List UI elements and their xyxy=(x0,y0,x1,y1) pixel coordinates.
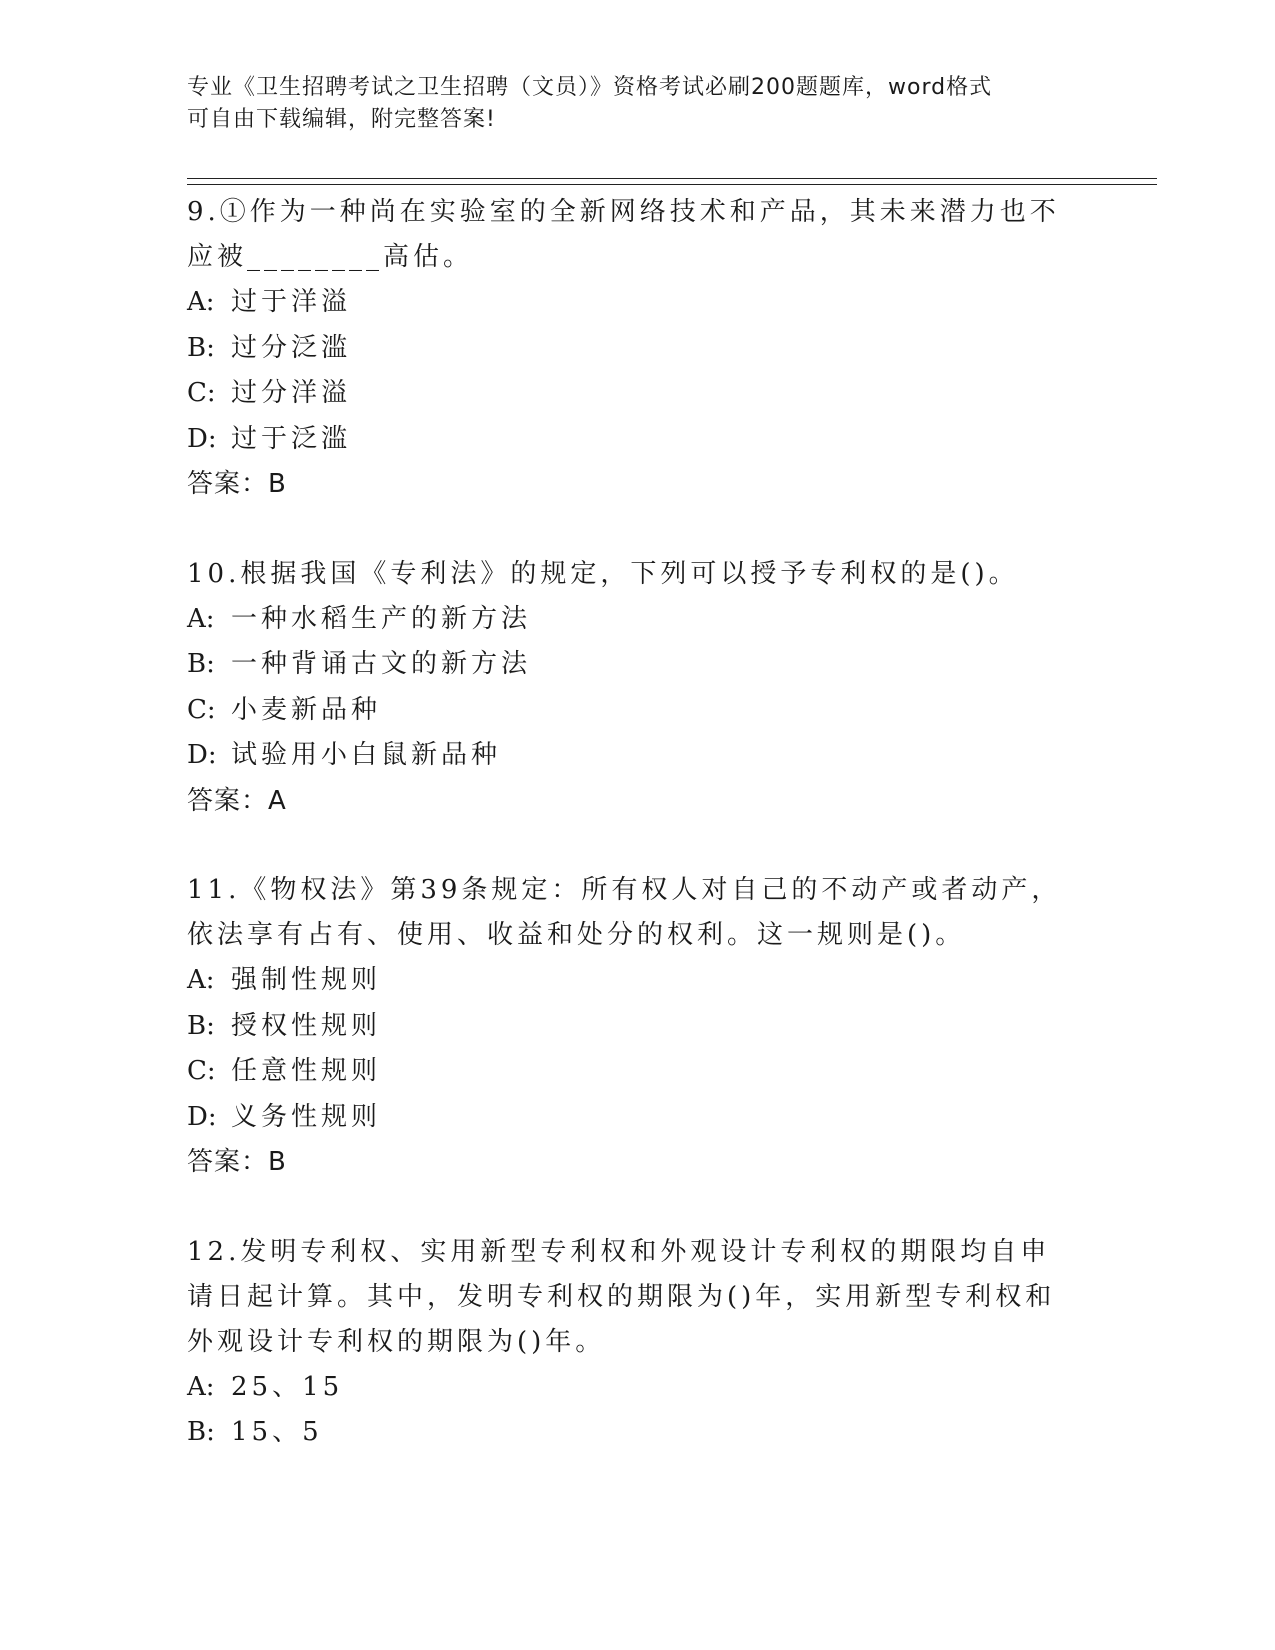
option-a xyxy=(187,597,1067,643)
option-key: C: xyxy=(187,1056,216,1086)
option-text: 一种背诵古文的新方法 xyxy=(231,649,532,679)
option-text: 小麦新品种 xyxy=(231,694,382,725)
option-text: 过于泛滥 xyxy=(231,423,352,454)
option-key: D: xyxy=(187,423,217,454)
option-key: B: xyxy=(187,649,215,679)
option-c xyxy=(187,371,1067,417)
option-a xyxy=(187,1365,1067,1411)
option-key: C: xyxy=(187,694,216,725)
option-d xyxy=(187,733,1067,779)
question-list xyxy=(187,190,1067,1500)
option-b xyxy=(187,1410,1067,1456)
option-text: 过分泛滥 xyxy=(231,332,352,363)
option-key: A: xyxy=(187,287,215,317)
option-key: A: xyxy=(187,603,215,634)
option-text: 25、15 xyxy=(231,1371,344,1402)
answer-line: 答案：B xyxy=(187,1147,287,1177)
header-divider xyxy=(187,178,1157,185)
option-key: D: xyxy=(187,740,217,770)
option-key: B: xyxy=(187,1417,215,1447)
question-stem: 12.发明专利权、实用新型专利权和外观设计专利权的期限均自申请日起计算。其中，发明专利权的期限为()年，实用新型专利权和外观设计专利权的期限为()年。 xyxy=(187,1236,1056,1357)
header-title-line-2: 可自由下载编辑，附完整答案! xyxy=(187,107,496,132)
option-text: 授权性规则 xyxy=(231,1010,382,1041)
option-key: B: xyxy=(187,1010,215,1041)
option-key: B: xyxy=(187,332,215,363)
option-text: 强制性规则 xyxy=(231,965,382,995)
option-key: D: xyxy=(187,1101,217,1132)
answer-line: 答案：B xyxy=(187,469,287,499)
option-a xyxy=(187,958,1067,1004)
option-key: C: xyxy=(187,378,216,408)
question-stem: 11.《物权法》第39条规定：所有权人对自己的不动产或者动产，依法享有占有、使用、收益和处分的权利。这一规则是()。 xyxy=(187,875,1062,950)
option-b xyxy=(187,642,1067,688)
option-c xyxy=(187,1049,1067,1095)
option-b xyxy=(187,1004,1067,1050)
question-11 xyxy=(187,868,1067,1186)
header-title-line-1: 专业《卫生招聘考试之卫生招聘（文员）》资格考试必刷200题题库，word格式 xyxy=(187,75,993,100)
option-text: 任意性规则 xyxy=(231,1056,382,1086)
question-stem: 9.①作为一种尚在实验室的全新网络技术和产品，其未来潜力也不应被________高估。 xyxy=(187,197,1060,272)
option-text: 义务性规则 xyxy=(231,1101,382,1132)
question-stem: 10.根据我国《专利法》的规定，下列可以授予专利权的是()。 xyxy=(187,558,1019,589)
option-a xyxy=(187,280,1067,326)
option-text: 过分洋溢 xyxy=(231,378,352,408)
option-key: A: xyxy=(187,965,215,995)
option-d xyxy=(187,417,1067,463)
question-9 xyxy=(187,190,1067,508)
option-text: 一种水稻生产的新方法 xyxy=(231,603,532,634)
question-10 xyxy=(187,552,1067,825)
option-c xyxy=(187,688,1067,734)
question-12 xyxy=(187,1230,1067,1456)
option-d xyxy=(187,1095,1067,1141)
page-header xyxy=(187,72,1087,136)
option-text: 15、5 xyxy=(231,1417,323,1447)
option-b xyxy=(187,326,1067,372)
option-text: 过于洋溢 xyxy=(231,287,352,317)
option-key: A: xyxy=(187,1371,215,1402)
answer-line: 答案：A xyxy=(187,785,287,816)
option-text: 试验用小白鼠新品种 xyxy=(231,740,502,770)
